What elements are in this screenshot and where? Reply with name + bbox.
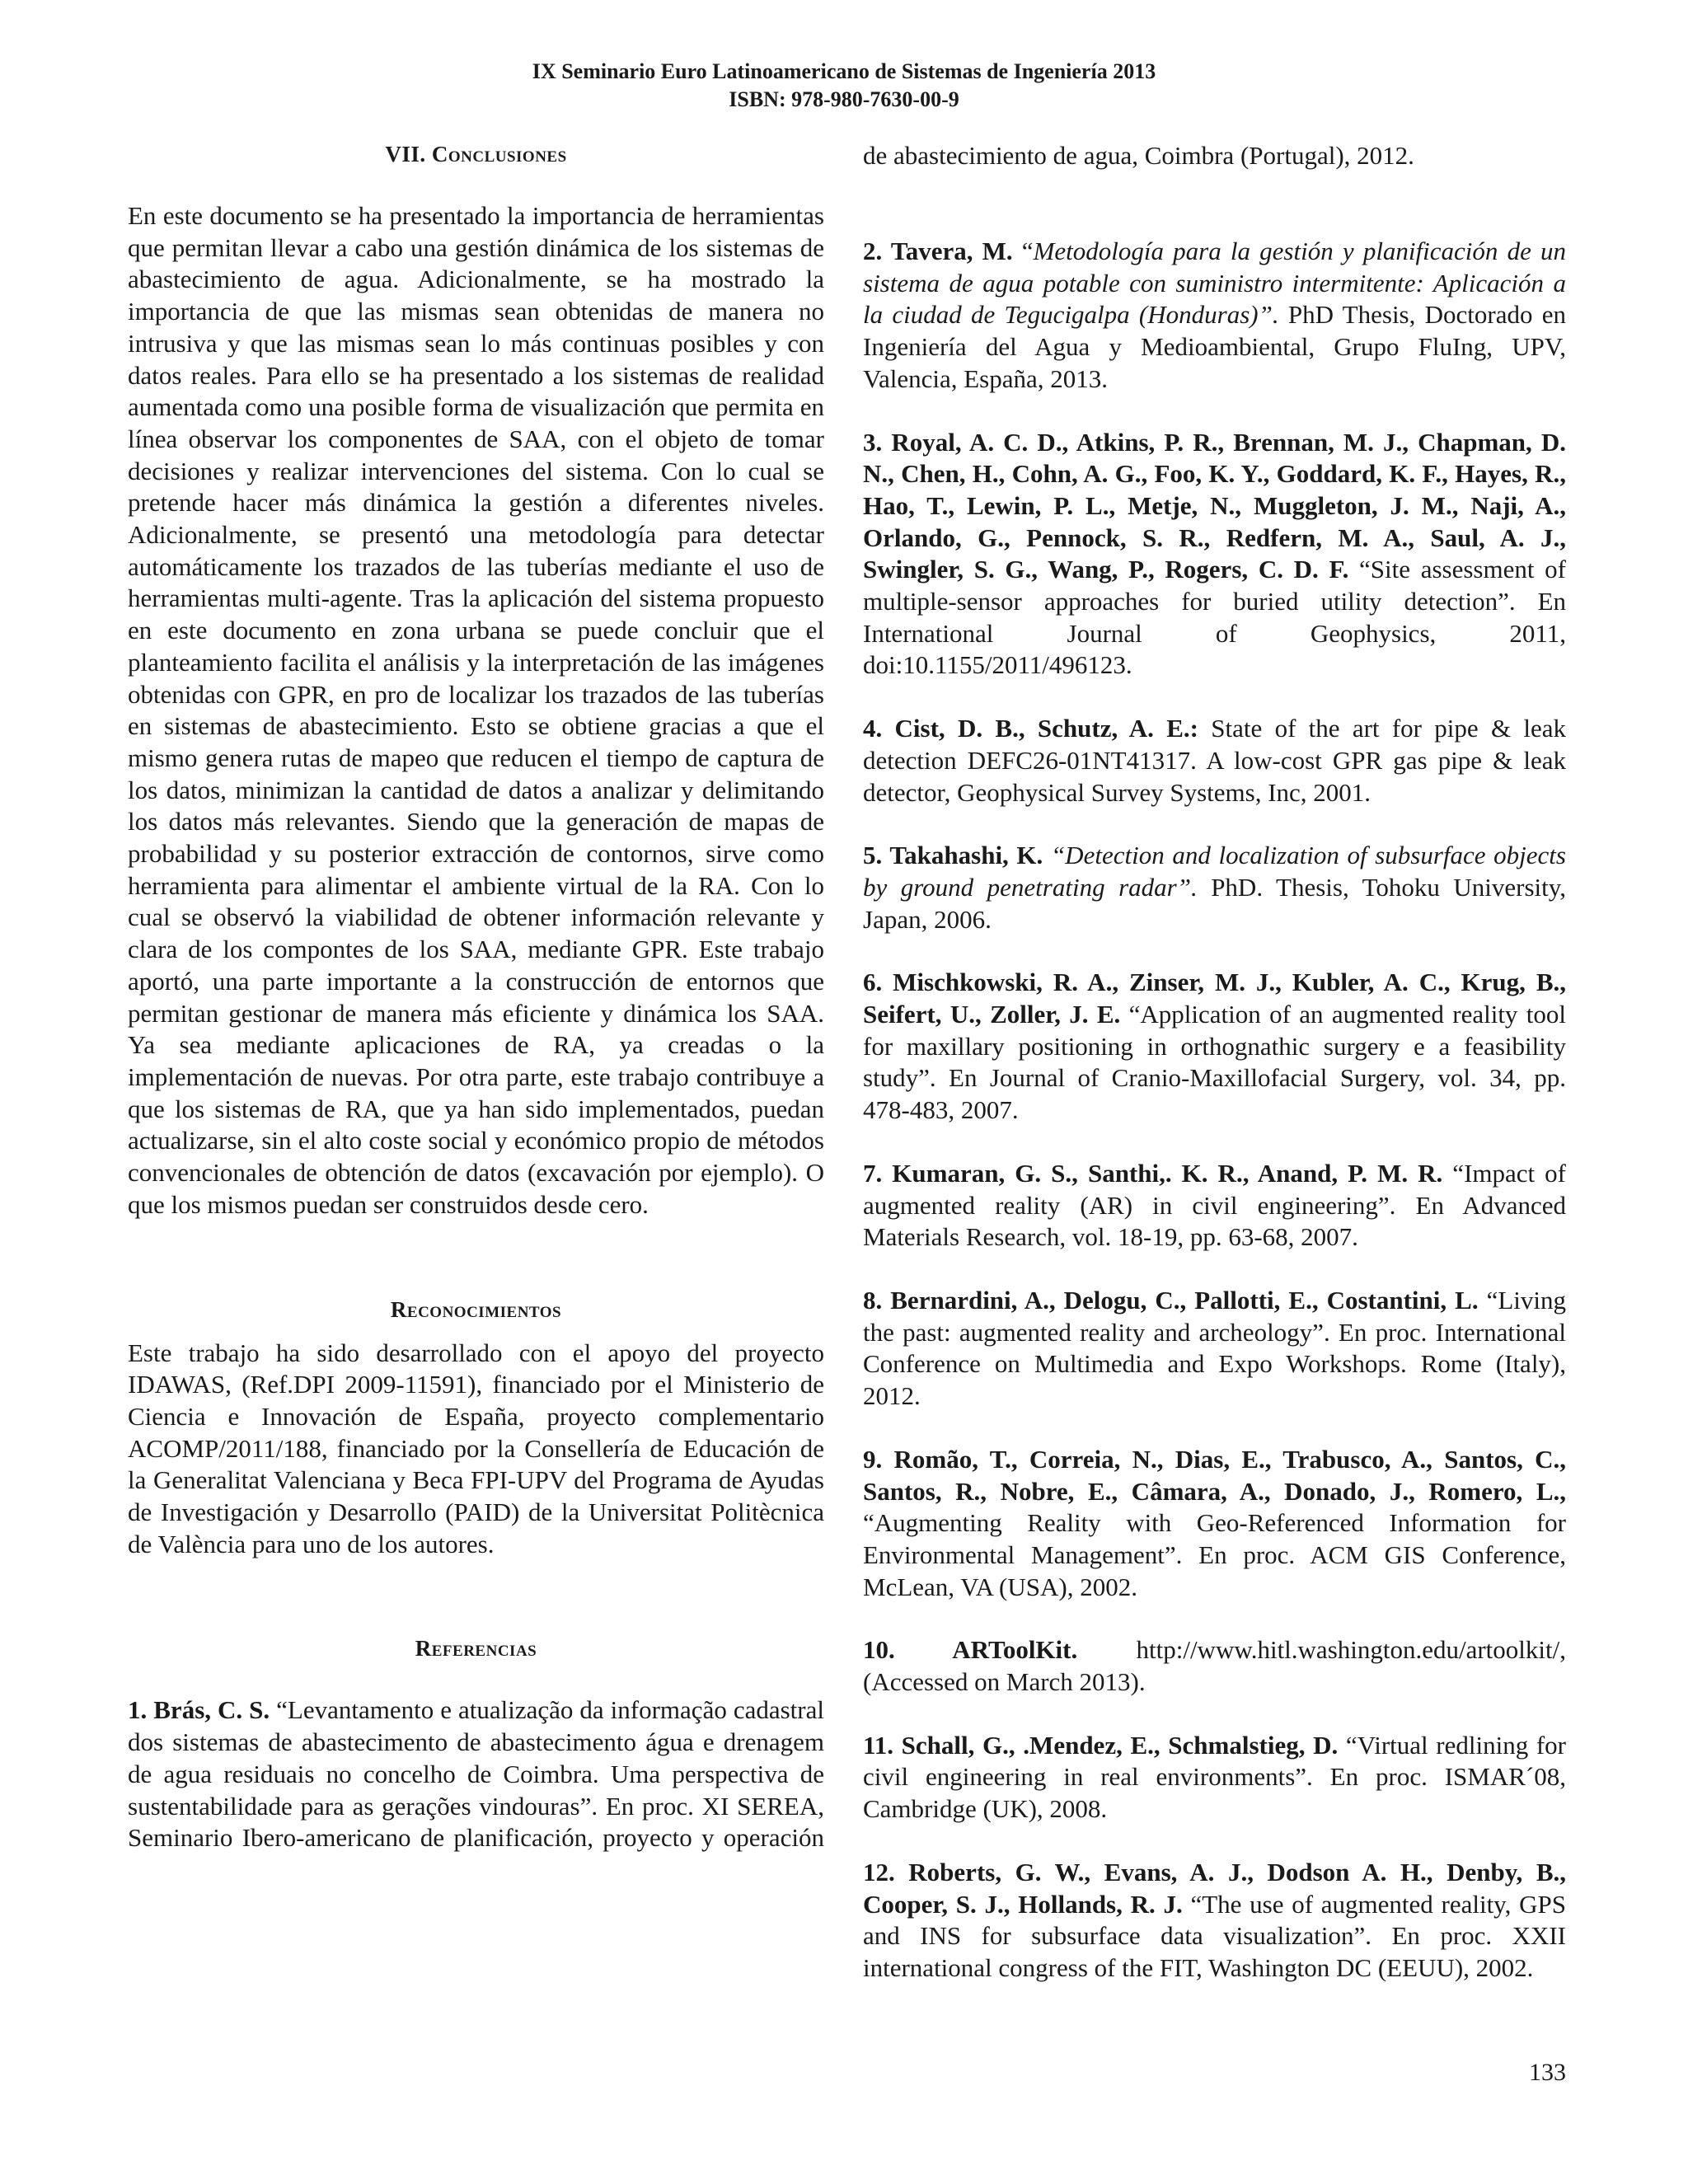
section-title-text: Referencias xyxy=(415,1636,537,1661)
section-title-reconocimientos xyxy=(128,1297,824,1323)
reconocimientos-paragraph: Este trabajo ha sido desarrollado con el apoyo del proyecto IDAWAS, (Ref.DPI 2009-11591), financiado por el Ministerio de Ciencia e Innovación de España, proyecto complementario ACOMP/2011/188, financiado por la Consellería de Educación de la Generalitat Valenciana y Beca FPI-UPV del Programa de Ayudas de Investigación y Desarrollo (PAID) de la Universitat Politècnica de València para uno de los autores. xyxy=(128,1338,824,1558)
reference-text: “Impact of augmented reality (AR) in civil engineering”. En Advanced Materials Research, vol. 18-19, pp. 63-68, 2007. xyxy=(863,1158,1567,1252)
reference-12 xyxy=(863,1857,1566,1985)
conclusiones-paragraph: En este documento se ha presentado la importancia de herramientas que permitan llevar a cabo una gestión dinámica de los sistemas de abastecimiento de agua. Adicionalmente, se ha mostrado la importancia de que las mismas sean obtenidas de manera no intrusiva y que las mismas sean lo más continuas posibles y con datos reales. Para ello se ha presentado a los sistemas de realidad aumentada como una posible forma de visualización que permita en línea observar los componentes de SAA, con el objeto de tomar decisiones y realizar intervenciones del sistema. Con lo cual se pretende hacer más dinámica la gestión a diferentes niveles. Adicionalmente, se presentó una metodología para detectar automáticamente los trazados de las tuberías mediante el uso de herramientas multi-agente. Tras la aplicación del sistema propuesto en este documento en zona urbana se puede concluir que el planteamiento facilita el análisis y la interpretación de las imágenes obtenidas con GPR, en pro de localizar los trazados de las tuberías en sistemas de abastecimiento. Esto se obtiene gracias a que el mismo genera rutas de mapeo que reducen el tiempo de captura de los datos, minimizan la cantidad de datos a analizar y delimitando los datos más relevantes. Siendo que la generación de mapas de probabilidad y su posterior extracción de contornos, sirve como herramienta para alimentar el ambiente virtual de la RA. Con lo cual se observó la viabilidad de obtener información relevante y clara de los compontes de los SAA, mediante GPR. Este trabajo aportó, una parte importante a la construcción de entornos que permitan gestionar de manera más eficiente y dinámica los SAA. Ya sea mediante aplicaciones de RA, ya creadas o la implementación de nuevas. Por otra parte, este trabajo contribuye a que los sistemas de RA, que ya han sido implementados, puedan actualizarse, sin el alto coste social y económico propio de métodos convencionales de obtención de datos (excavación por ejemplo). O que los mismos puedan ser construidos desde cero. xyxy=(128,201,824,1219)
reference-3 xyxy=(863,427,1566,682)
section-title-text: Reconocimientos xyxy=(390,1296,562,1322)
reference-1-continued xyxy=(863,140,1566,204)
reference-authors: 6. Mischkowski, R. A., Zinser, M. J., Kubler, A. C., Krug, B., Seifert, U., Zoller, J. E. xyxy=(863,968,1566,1029)
reference-text: “Augmenting Reality with Geo-Referenced Information for Environmental Management”. En proc. ACM GIS Conference, McLean, VA (USA), 2002. xyxy=(863,1508,1566,1601)
reference-text: de abastecimiento de agua, Coimbra (Portugal), 2012. xyxy=(863,140,1414,170)
section-title-text: Conclusiones xyxy=(431,142,567,166)
reference-1-overflow xyxy=(863,140,1566,171)
reference-authors: 2. Tavera, M. xyxy=(863,237,1013,265)
reference-1 xyxy=(128,1694,824,1854)
reference-text: “Site assessment of multiple-sensor approaches for buried utility detection”. En International Journal of Geophysics, 2011, doi:10.1155/2011/496123. xyxy=(863,555,1566,680)
reference-text: “The use of augmented reality, GPS and INS for subsurface data visualization”. En proc. XXII international congress of the FIT, Washington DC (EEUU), 2002. xyxy=(863,1889,1567,1982)
reference-authors: 10. ARToolKit. xyxy=(863,1635,1078,1665)
reference-authors: 3. Royal, A. C. D., Atkins, P. R., Brennan, M. J., Chapman, D. N., Chen, H., Cohn, A. G., Foo, K. Y., Goddard, K. F., Hayes, R., Hao, T., Lewin, P. L., Metje, N., Muggleton, J. M., Naji, A., Orlando, G., Pennock, S. R., Redfern, M. A., Saul, A. J., Swingler, S. G., Wang, P., Rogers, C. D. F. xyxy=(863,427,1566,584)
reference-authors: 8. Bernardini, A., Delogu, C., Pallotti, E., Costantini, L. xyxy=(863,1285,1479,1315)
reference-text: “Levantamento e atualização da informação cadastral dos sistemas de abastecimento de abastecimento água e drenagem de agua residuais no concelho de Coimbra. Uma perspectiva de sustentabilidade para as gerações vindouras”. En proc. XI SEREA, Seminario Ibero-americano de planificación, proyecto y operación xyxy=(128,1695,824,1853)
reference-quote: “ xyxy=(1012,237,1034,265)
reference-text: PhD Thesis, Doctorado en Ingeniería del Agua y Medioambiental, Grupo FluIng, UPV, Valencia, España, 2013. xyxy=(863,300,1566,393)
page-header xyxy=(0,58,1688,114)
reference-link: http://www.hitl.washington.edu/artoolkit/, (Accessed on March 2013). xyxy=(863,1635,1566,1697)
reference-authors: 4. Cist, D. B., Schutz, A. E.: xyxy=(863,714,1198,743)
header-title: IX Seminario Euro Latinoamericano de Sistemas de Ingeniería 2013 xyxy=(532,59,1156,83)
reference-11 xyxy=(863,1730,1566,1825)
reference-text: State of the art for pipe & leak detection DEFC26-01NT41317. A low-cost GPR gas pipe & leak detector, Geophysical Survey Systems, Inc, 2001. xyxy=(863,714,1566,807)
section-title-referencias xyxy=(128,1636,824,1661)
page-number: 133 xyxy=(1529,2059,1566,2086)
reference-authors: 7. Kumaran, G. S., Santhi,. K. R., Anand, P. M. R. xyxy=(863,1158,1443,1188)
reference-title: “Detection and localization of subsurface objects by ground penetrating radar”. xyxy=(863,841,1566,902)
reference-10 xyxy=(863,1634,1566,1698)
reference-9 xyxy=(863,1444,1566,1604)
reference-5 xyxy=(863,840,1566,935)
section-number: VII. xyxy=(385,142,426,166)
reference-authors: 1. Brás, C. S. xyxy=(128,1695,270,1725)
reference-text: PhD. Thesis, Tohoku University, Japan, 2006. xyxy=(863,872,1567,934)
reference-authors: 9. Romão, T., Correia, N., Dias, E., Trabusco, A., Santos, C., Santos, R., Nobre, E., Câmara, A., Donado, J., Romero, L., xyxy=(863,1444,1566,1506)
header-isbn: ISBN: 978-980-7630-00-9 xyxy=(729,87,959,111)
reference-8 xyxy=(863,1285,1566,1413)
reference-text: “Living the past: augmented reality and archeology”. En proc. International Conference on Multimedia and Expo Workshops. Rome (Italy), 2012. xyxy=(863,1285,1567,1411)
reference-4 xyxy=(863,713,1566,808)
reference-title: Metodología para la gestión y planificación de un sistema de agua potable con suministro intermitente: Aplicación a la ciudad de Tegucigalpa (Honduras)”. xyxy=(863,237,1566,330)
reference-2 xyxy=(863,236,1566,396)
reference-authors: 11. Schall, G., .Mendez, E., Schmalstieg, D. xyxy=(863,1730,1339,1760)
reference-text: “Virtual redlining for civil engineering in real environments”. En proc. ISMAR´08, Cambridge (UK), 2008. xyxy=(863,1730,1566,1824)
reference-7 xyxy=(863,1158,1566,1254)
right-column xyxy=(863,142,1566,1985)
reference-text: “Application of an augmented reality tool for maxillary positioning in orthognathic surgery e a feasibility study”. En Journal of Cranio-Maxillofacial Surgery, vol. 34, pp. 478-483, 2007. xyxy=(863,1000,1567,1125)
reference-authors: 5. Takahashi, K. xyxy=(863,841,1043,870)
reference-6 xyxy=(863,967,1566,1127)
section-title-conclusiones xyxy=(128,142,824,167)
reference-authors: 12. Roberts, G. W., Evans, A. J., Dodson A. H., Denby, B., Cooper, S. J., Hollands, R. J. xyxy=(863,1857,1566,1919)
left-column xyxy=(128,142,824,1854)
